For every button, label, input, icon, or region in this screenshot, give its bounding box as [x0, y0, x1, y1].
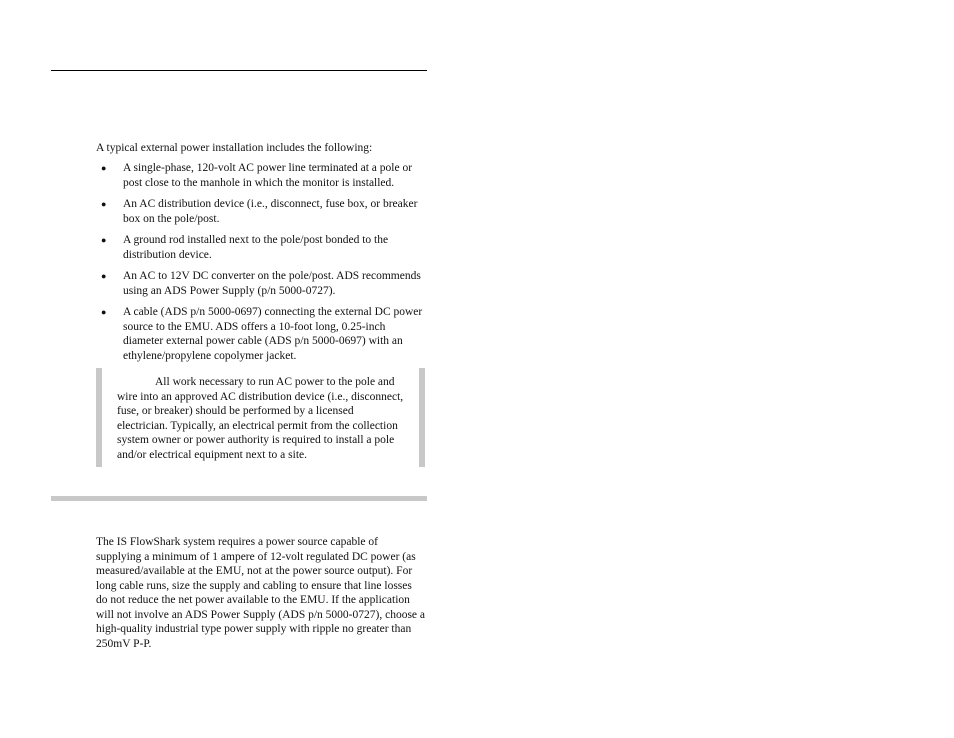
list-item-text: An AC to 12V DC converter on the pole/post. ADS recommends using an ADS Power Supply (p/n 5000-0727).: [123, 270, 421, 297]
list-item-text: A cable (ADS p/n 5000-0697) connecting the external DC power source to the EMU. ADS offers a 10-foot long, 0.25-inch diameter external power cable (ADS p/n 5000-0697) with an ethylene/propylene copolymer jacket.: [123, 306, 423, 362]
bullet-icon: ●: [101, 307, 107, 317]
section-divider: [51, 496, 427, 501]
list-item: [96, 305, 427, 363]
caution-note: [96, 368, 425, 467]
bullet-icon: ●: [101, 199, 107, 209]
list-item-text: An AC distribution device (i.e., disconnect, fuse box, or breaker box on the pole/post.: [123, 198, 418, 225]
header-rule: [51, 70, 427, 71]
bullet-icon: ●: [101, 163, 107, 173]
bullet-icon: ●: [101, 271, 107, 281]
list-item: [96, 233, 427, 262]
bullet-icon: ●: [101, 235, 107, 245]
list-item: [96, 161, 427, 190]
caution-note-text: All work necessary to run AC power to the pole and wire into an approved AC distribution device (i.e., disconnect, fuse, or breaker) should be performed by a licensed electrician. Typically, an electrical permit from the collection system owner or power authority is required to install a pole and/or electrical equipment next to a site.: [117, 376, 404, 461]
power-requirements-text: The IS FlowShark system requires a power source capable of supplying a minimum of 1 ampere of 12-volt regulated DC power (as measured/available at the EMU, not at the power source output). For long cable runs, size the supply and cabling to ensure that line losses do not reduce the net power available to the EMU. If the application will not involve an ADS Power Supply (ADS p/n 5000-0727), choose a high-quality industrial type power supply with ripple no greater than 250mV P-P.: [96, 536, 426, 650]
list-item-text: A single-phase, 120-volt AC power line terminated at a pole or post close to the manhole in which the monitor is installed.: [123, 162, 413, 189]
intro-text: A typical external power installation includes the following:: [96, 142, 373, 154]
list-item: [96, 197, 427, 226]
list-item-text: A ground rod installed next to the pole/post bonded to the distribution device.: [123, 234, 389, 261]
list-item: [96, 269, 427, 298]
installation-list: [96, 161, 427, 370]
